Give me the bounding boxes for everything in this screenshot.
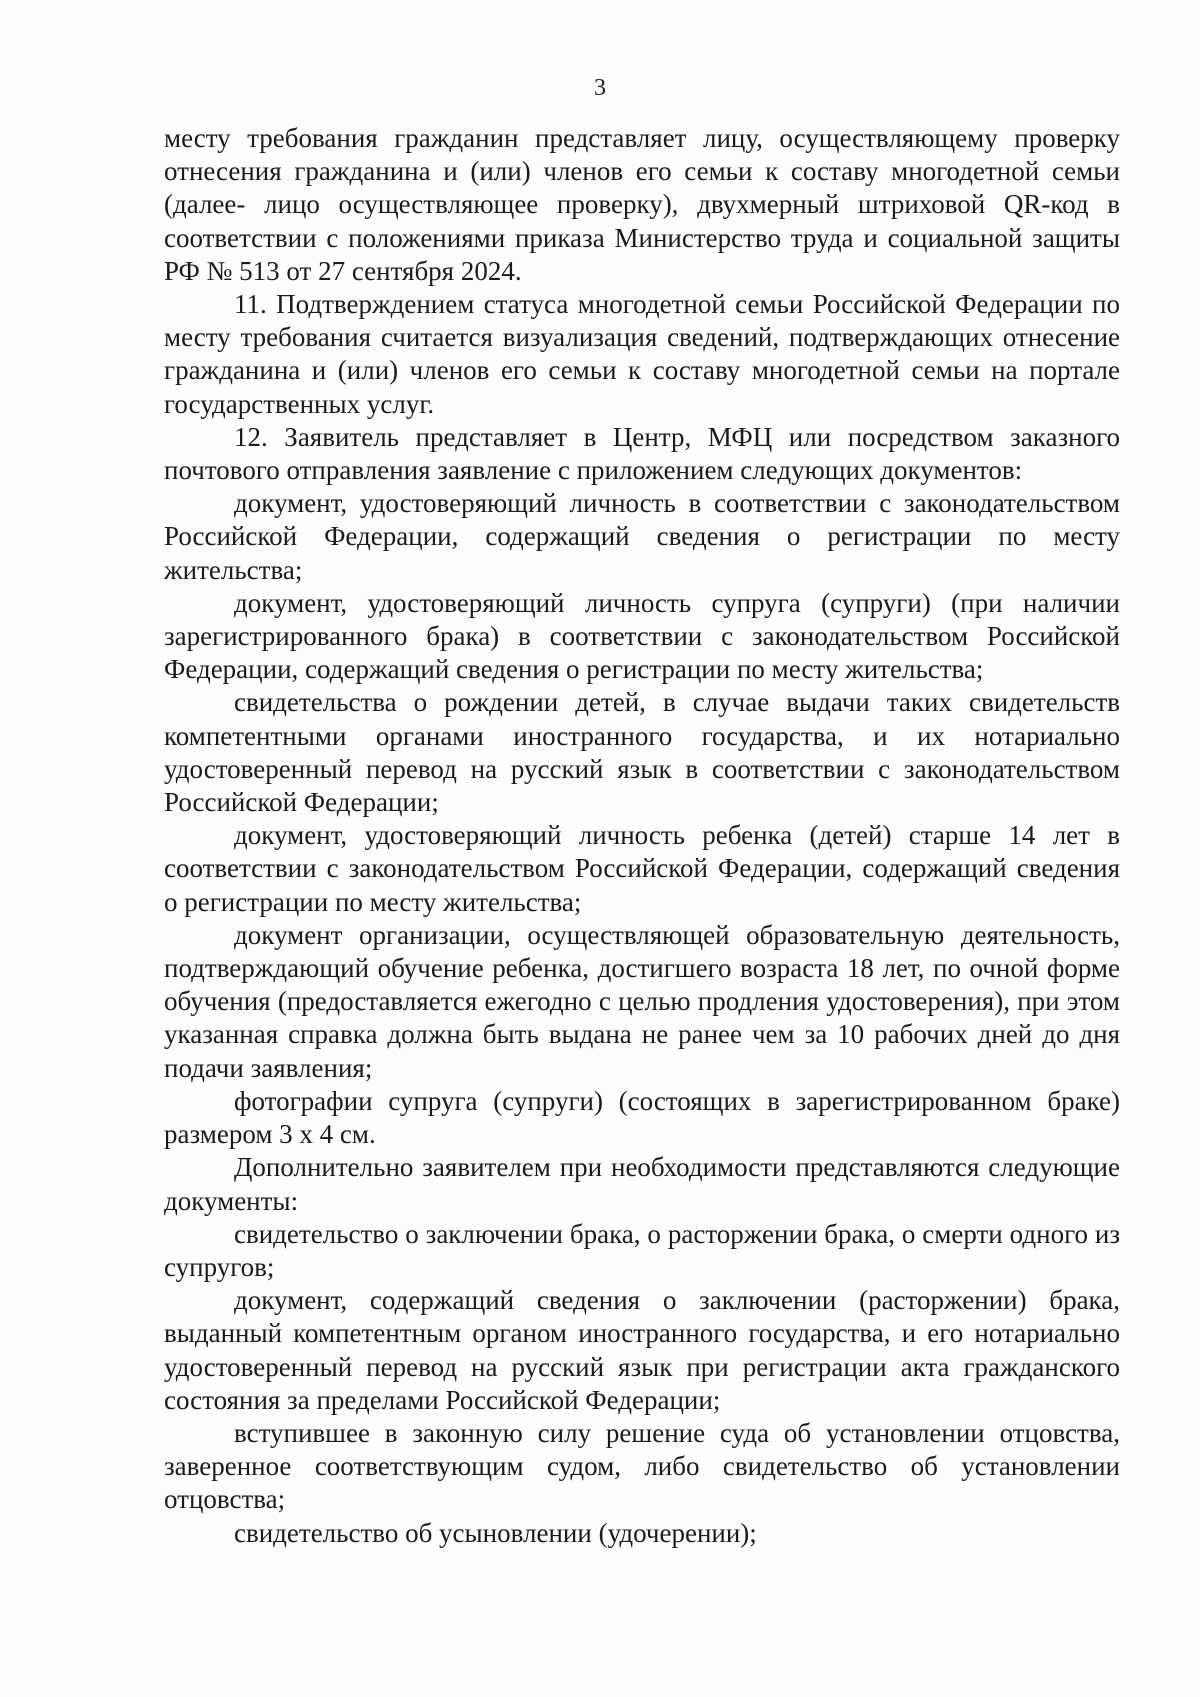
document-body	[164, 122, 1120, 1550]
paragraph-foreign-marriage-document: документ, содержащий сведения о заключении (расторжении) брака, выданный компетентным органом иностранного государства, и его нотариально удостоверенный перевод на русский язык при регистрации акта гражданского состояния за пределами Российской Федерации;	[164, 1285, 1120, 1415]
paragraph-spouse-photos: фотографии супруга (супруги) (состоящих в зарегистрированном браке) размером 3 х 4 см.	[164, 1085, 1120, 1150]
paragraph-birth-certificates: свидетельства о рождении детей, в случае выдачи таких свидетельств компетентными органами иностранного государства, и их нотариально удостоверенный перевод на русский язык в соответствии с законодательством Российской Федерации;	[164, 687, 1120, 818]
paragraph-education-document: документ организации, осуществляющей образовательную деятельность, подтверждающий обучение ребенка, достигшего возраста 18 лет, по очной форме обучения (предоставляется ежегодно с целью продления удостоверения), при этом указанная справка должна быть выдана не ранее чем за 10 рабочих дней до дня подачи заявления;	[164, 919, 1120, 1083]
paragraph-applicant-id: документ, удостоверяющий личность в соответствии с законодательством Российской Федерации, содержащий сведения о регистрации по месту жительства;	[164, 488, 1120, 585]
paragraph-item-11: 11. Подтверждением статуса многодетной семьи Российской Федерации по месту требования считается визуализация сведений, подтверждающих отнесение гражданина и (или) членов его семьи к составу многодетной семьи на портале государственных услуг.	[164, 289, 1120, 419]
paragraph-paternity-ruling: вступившее в законную силу решение суда об установлении отцовства, заверенное соответствующим судом, либо свидетельство об установлении отцовства;	[164, 1417, 1120, 1515]
paragraph-marriage-certificate: свидетельство о заключении брака, о расторжении брака, о смерти одного из супругов;	[164, 1218, 1120, 1282]
paragraph-additional-documents: Дополнительно заявителем при необходимости представляются следующие документы:	[164, 1152, 1120, 1216]
paragraph-child-id: документ, удостоверяющий личность ребенка (детей) старше 14 лет в соответствии с законодательством Российской Федерации, содержащий сведения о регистрации по месту жительства;	[164, 820, 1120, 917]
paragraph-spouse-id: документ, удостоверяющий личность супруга (супруги) (при наличии зарегистрированного брака) в соответствии с законодательством Российской Федерации, содержащий сведения о регистрации по месту жительства;	[164, 587, 1120, 685]
page-number: 3	[594, 75, 606, 101]
paragraph-item-12: 12. Заявитель представляет в Центр, МФЦ или посредством заказного почтового отправления заявление с приложением следующих документов:	[164, 421, 1120, 486]
paragraph-adoption-certificate: свидетельство об усыновлении (удочерении);	[234, 1517, 757, 1548]
paragraph-continuation: месту требования гражданин представляет лицу, осуществляющему проверку отнесения гражданина и (или) членов его семьи к составу многодетной семьи (далее- лицо осуществляющее проверку), двухмерный штриховой QR-код в соответствии с положениями приказа Министерство труда и социальной защиты РФ № 513 от 27 сентября 2024.	[164, 123, 1120, 286]
